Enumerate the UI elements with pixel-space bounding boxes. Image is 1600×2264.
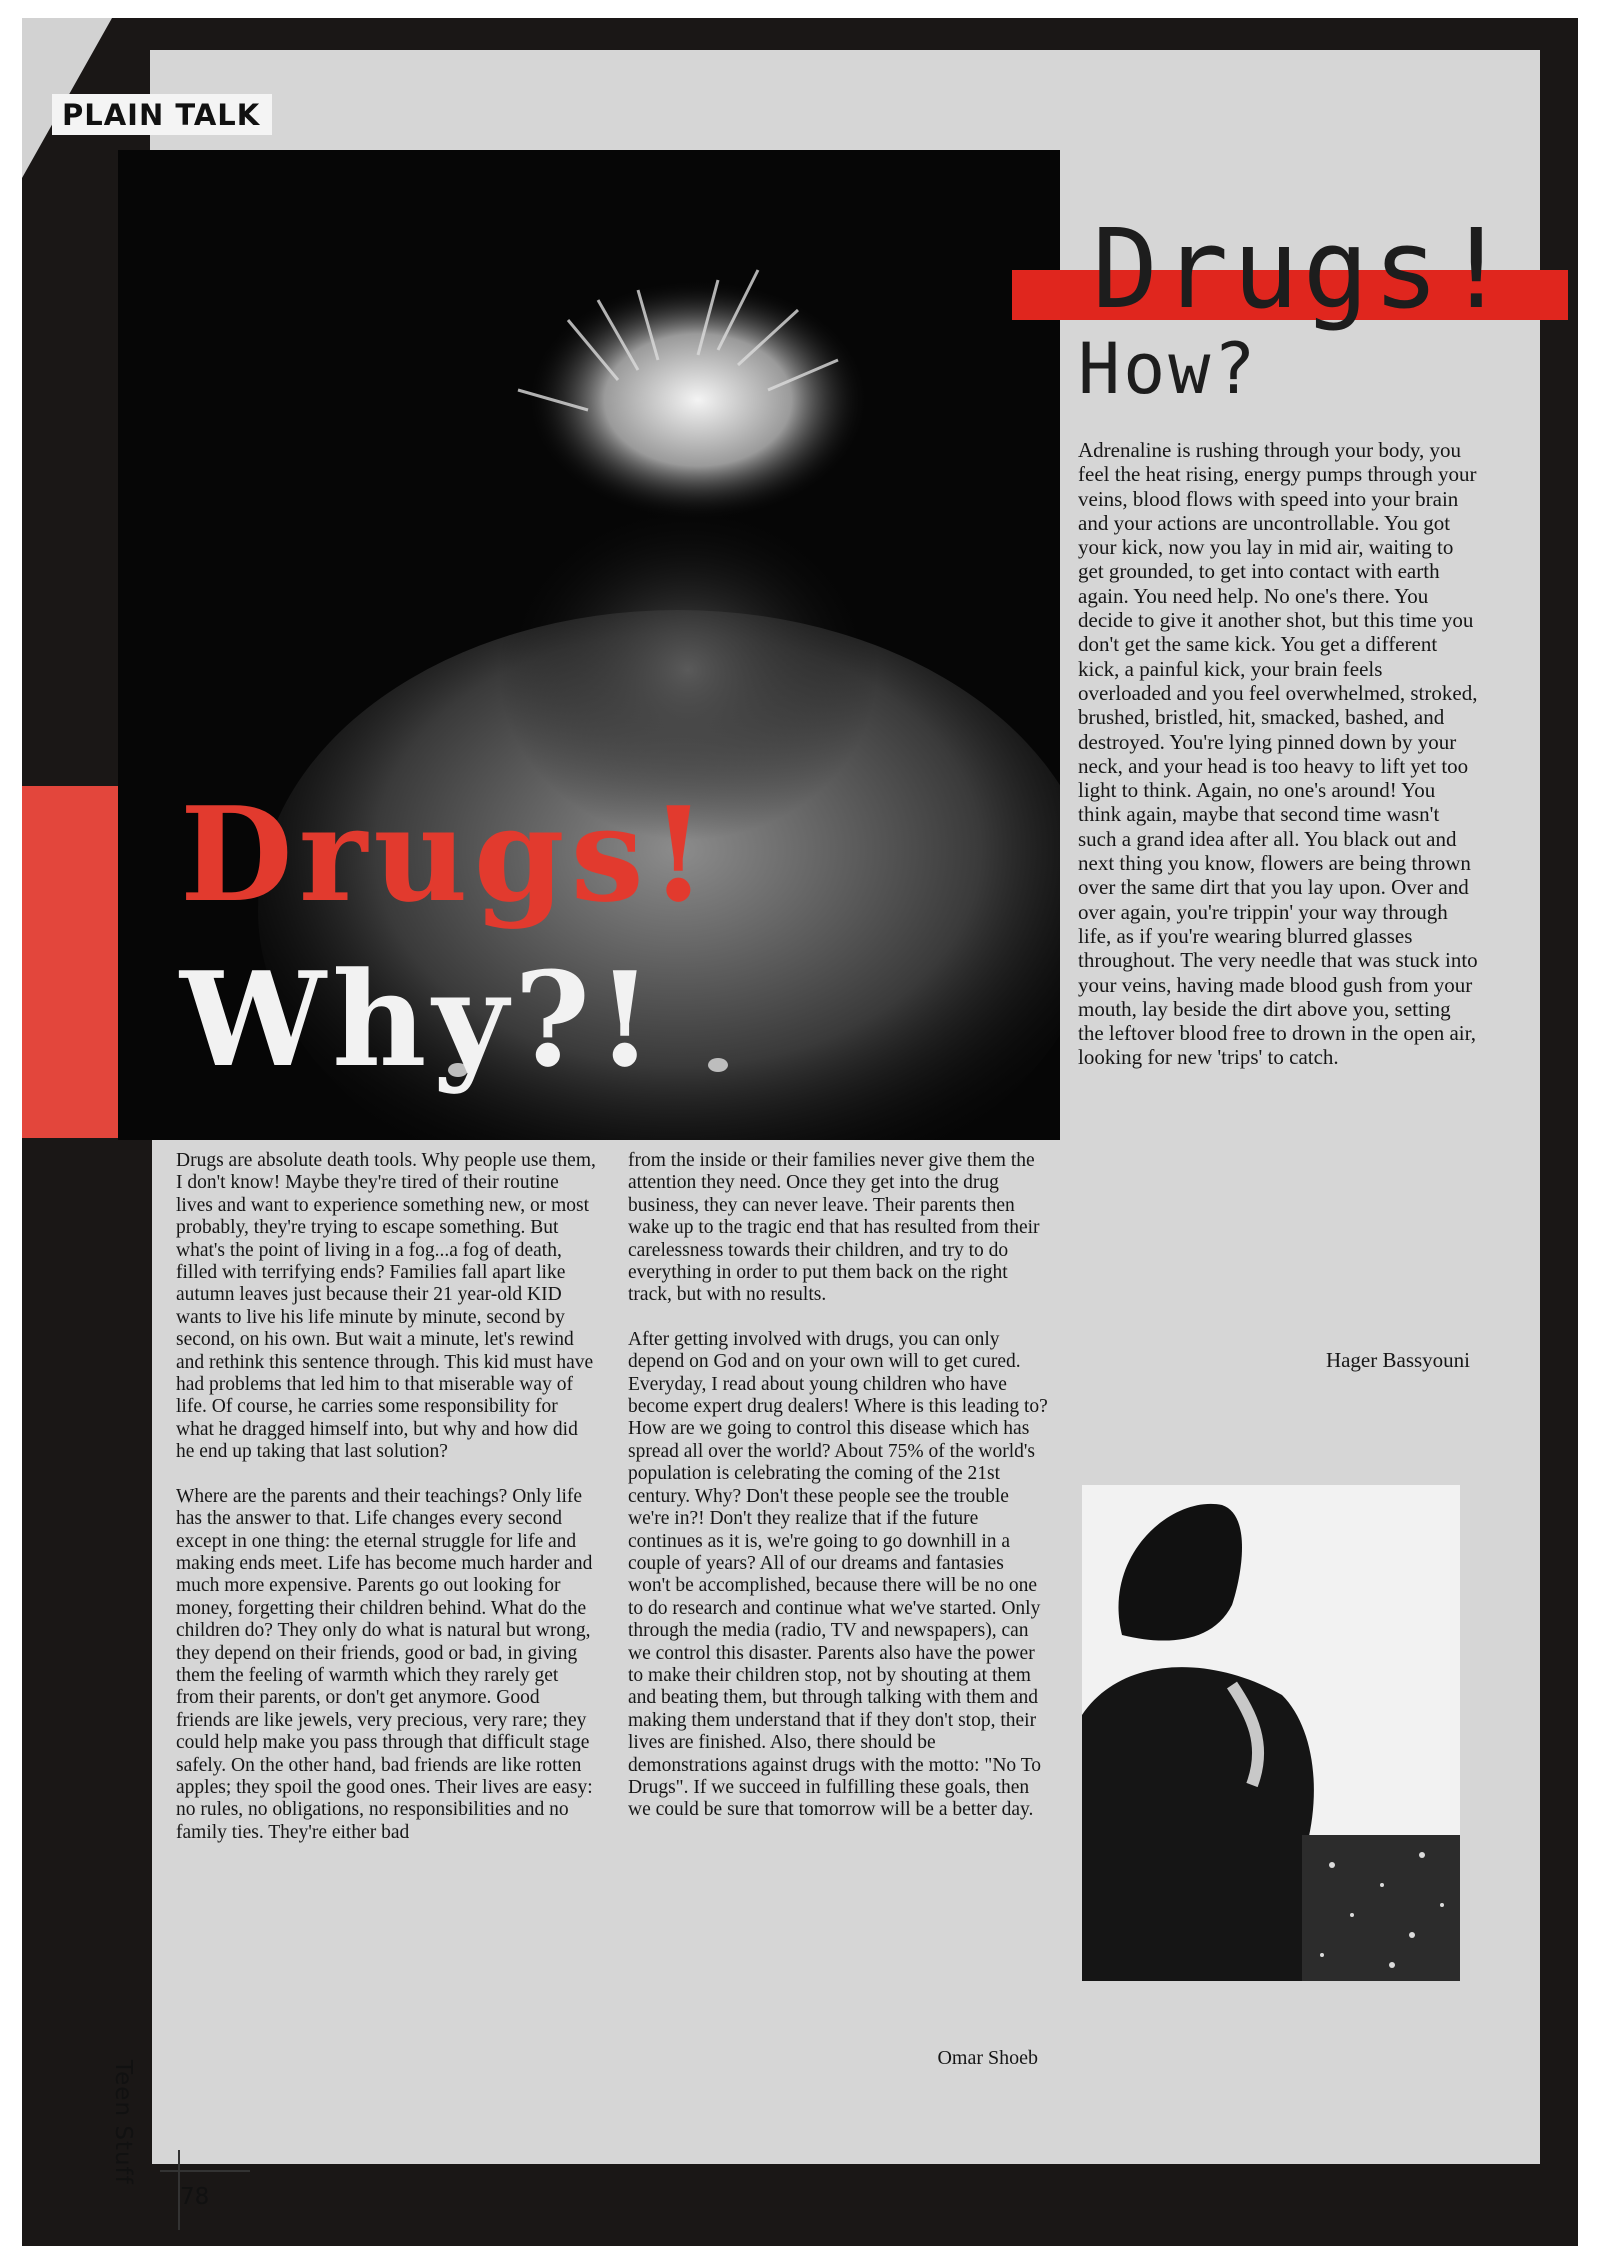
article-1-paragraph: from the inside or their families never give them the attention they need. Once they get into the drug business, they can never leave. Their parents then wake up to the tragic end that has resulted from their carelessness towards their children, and try to do everything in order to put them back on the right track, but with no results. (628, 1150, 1040, 1306)
article-1-author: Omar Shoeb (937, 2047, 1038, 2069)
secondary-photo (1082, 1485, 1460, 1981)
article-2-column (1078, 438, 1478, 1092)
article-1-paragraph: After getting involved with drugs, you can only depend on God and on your own will to get cured. Everyday, I read about young children who have become expert drug dealers! Where is this leading to? How are we going to control this disease which has spread all over the world? About 75% of the world's population is celebrating the coming of the 21st century. Why? Don't these people see the trouble we're in?! Don't they realize that if the future continues as it is, we're going to go downhill in a couple of years? All of our dreams and fantasies won't be accomplished, because there will be no one to do research and continue what we've started. Only through the media (radio, TV and newspapers), can we control this disaster. Parents also have the power to make their children stop, not by shouting at them and beating them, but through talking with them and making them understand that if they don't stop, their lives are finished. Also, there should be demonstrations against drugs with the motto: "No To Drugs". If we succeed in fulfilling these goals, then we could be sure that tomorrow will be a better day. (628, 1328, 1048, 1821)
article-2-author: Hager Bassyouni (1325, 1348, 1470, 1372)
page-number: 78 (180, 2184, 210, 2210)
article-1-paragraph: Where are the parents and their teachings? Only life has the answer to that. Life changes every second except in one thing: the eternal struggle for life and making ends meet. Life has become much harder and much more expensive. Parents go out looking for money, forgetting their children behind. What do the children do? They only do what is natural but wrong, they depend on their friends, good or bad, in giving them the feeling of warmth which they rarely get from their parents, or don't get anymore. Good friends are like jewels, very precious, very rare; they could help make you pass through that difficult stage safely. On the other hand, bad friends are like rotten apples; they spoil the good ones. Their lives are easy: no rules, no obligations, no responsibilities and no family ties. They're either bad (176, 1485, 593, 1843)
article-1-column-1 (176, 1150, 596, 1866)
article-1-heading-line-2: Why?! (180, 943, 660, 1096)
article-1-paragraph: Drugs are absolute death tools. Why people use them, I don't know! Maybe they're tired of their routine lives and want to experience something new, or most probably, they're trying to escape something. But what's the point of living in a fog...a fog of death, filled with terrifying ends? Families fall apart like autumn leaves just because their 21 year-old KID wants to live his life minute by minute, second by second, on his own. But wait a minute, let's rewind and rethink this sentence through. This kid must have had problems that led him to that miserable way of life. Of course, he carries some responsibility for what he dragged himself into, but why and how did he end up taking that last solution? (176, 1150, 596, 1463)
magazine-name: Teen Stuff (110, 2060, 136, 2185)
article-2-heading-line-1: Drugs! (1092, 205, 1514, 333)
article-1-heading-line-1: Drugs! (180, 778, 713, 931)
red-side-strip (22, 786, 120, 1138)
article-2-body: Adrenaline is rushing through your body, you feel the heat rising, energy pumps through your veins, blood flows with speed into your brain and your actions are uncontrollable. You got your kick, now you lay in mid air, waiting to get grounded, to get into contact with earth again. You need help. No one's there. You decide to give it another shot, but this time you don't get the same kick. You get a different kick, a painful kick, your brain feels overloaded and you feel overwhelmed, stroked, brushed, bristled, hit, smacked, bashed, and destroyed. You're lying pinned down by your neck, and your head is too heavy to lift yet too light to think. Again, no one's around! You think again, maybe that second time wasn't such a grand idea after all. You black out and next thing you know, flowers are being thrown over the same dirt that you lay upon. Over and over again, you're trippin' your way through life, as if you're wearing blurred glasses throughout. The very needle that was stuck into your veins, having made blood gush from your mouth, lay beside the dirt above you, setting the leftover blood free to drown in the open air, looking for new 'trips' to catch. (1078, 438, 1478, 1070)
article-1-column-2 (628, 1150, 1048, 1844)
folio-rule (160, 2170, 250, 2172)
article-2-heading-line-2: How? (1078, 328, 1259, 410)
section-tag: PLAIN TALK (52, 94, 272, 135)
